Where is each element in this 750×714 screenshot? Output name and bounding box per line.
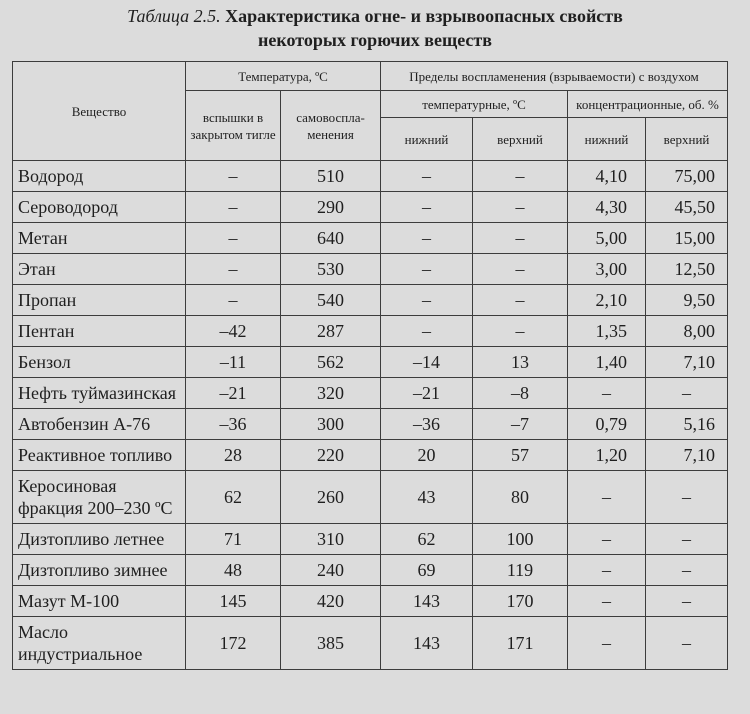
cell-lower-conc: 2,10 [568, 285, 646, 316]
cell-lower-conc: – [568, 586, 646, 617]
table-row [13, 471, 728, 524]
cell-flash: – [186, 161, 281, 192]
cell-autoignition: 385 [281, 617, 381, 670]
cell-upper-conc: 12,50 [646, 254, 728, 285]
cell-autoignition: 287 [281, 316, 381, 347]
cell-substance: Реактивное топливо [13, 440, 186, 471]
cell-flash: 62 [186, 471, 281, 524]
cell-upper-conc: 7,10 [646, 347, 728, 378]
table-row [13, 316, 728, 347]
cell-upper-conc: 45,50 [646, 192, 728, 223]
cell-autoignition: 320 [281, 378, 381, 409]
table-row [13, 192, 728, 223]
cell-autoignition: 510 [281, 161, 381, 192]
header-substance: Вещество [13, 62, 186, 161]
cell-upper-temp: – [473, 161, 568, 192]
cell-flash: 145 [186, 586, 281, 617]
cell-flash: – [186, 192, 281, 223]
cell-lower-conc: 4,10 [568, 161, 646, 192]
cell-upper-temp: –8 [473, 378, 568, 409]
cell-autoignition: 540 [281, 285, 381, 316]
cell-autoignition: 240 [281, 555, 381, 586]
cell-upper-conc: 15,00 [646, 223, 728, 254]
cell-upper-temp: –7 [473, 409, 568, 440]
table-row [13, 409, 728, 440]
header-flash: вспышки в закрытом тигле [186, 91, 281, 161]
table-row [13, 223, 728, 254]
cell-upper-temp: – [473, 285, 568, 316]
cell-autoignition: 290 [281, 192, 381, 223]
cell-upper-conc: – [646, 617, 728, 670]
cell-lower-temp: 62 [381, 524, 473, 555]
cell-autoignition: 562 [281, 347, 381, 378]
cell-upper-conc: 8,00 [646, 316, 728, 347]
cell-lower-conc: – [568, 617, 646, 670]
cell-upper-conc: – [646, 586, 728, 617]
caption-label: Таблица 2.5. [127, 6, 221, 26]
cell-lower-temp: – [381, 161, 473, 192]
cell-flash: –21 [186, 378, 281, 409]
cell-lower-conc: 4,30 [568, 192, 646, 223]
cell-upper-conc: – [646, 555, 728, 586]
cell-substance: Метан [13, 223, 186, 254]
cell-lower-conc: – [568, 524, 646, 555]
cell-upper-temp: 80 [473, 471, 568, 524]
table-row [13, 161, 728, 192]
cell-flash: 71 [186, 524, 281, 555]
cell-autoignition: 530 [281, 254, 381, 285]
cell-substance: Сероводород [13, 192, 186, 223]
cell-flash: –36 [186, 409, 281, 440]
cell-substance: Пентан [13, 316, 186, 347]
table-body [13, 161, 728, 670]
cell-flash: –11 [186, 347, 281, 378]
cell-upper-conc: – [646, 378, 728, 409]
cell-substance: Автобензин А-76 [13, 409, 186, 440]
cell-lower-conc: 5,00 [568, 223, 646, 254]
cell-upper-temp: – [473, 316, 568, 347]
cell-flash: 172 [186, 617, 281, 670]
header-lower-temp: нижний [381, 118, 473, 161]
table-row [13, 285, 728, 316]
table-row [13, 254, 728, 285]
cell-lower-temp: –21 [381, 378, 473, 409]
cell-lower-conc: – [568, 555, 646, 586]
cell-lower-temp: – [381, 223, 473, 254]
cell-substance [13, 471, 186, 524]
table-row [13, 617, 728, 670]
table-row [13, 347, 728, 378]
cell-substance: Бензол [13, 347, 186, 378]
cell-autoignition: 640 [281, 223, 381, 254]
cell-substance: Дизтопливо летнее [13, 524, 186, 555]
cell-upper-temp: 100 [473, 524, 568, 555]
cell-upper-temp: 57 [473, 440, 568, 471]
cell-upper-conc: 9,50 [646, 285, 728, 316]
header-temperature: Температура, ºС [186, 62, 381, 91]
cell-substance [13, 617, 186, 670]
header-conc-limits: концентрационные, об. % [568, 91, 728, 118]
table-row [13, 440, 728, 471]
cell-flash: 48 [186, 555, 281, 586]
cell-lower-temp: – [381, 316, 473, 347]
cell-upper-temp: 171 [473, 617, 568, 670]
cell-lower-conc: 1,20 [568, 440, 646, 471]
header-limits: Пределы воспламенения (взрываемости) с воздухом [381, 62, 728, 91]
caption-title-line-2: некоторых горючих веществ [258, 30, 492, 50]
cell-lower-temp: 143 [381, 586, 473, 617]
cell-autoignition: 260 [281, 471, 381, 524]
cell-lower-temp: 20 [381, 440, 473, 471]
cell-upper-temp: – [473, 192, 568, 223]
cell-upper-temp: 170 [473, 586, 568, 617]
cell-upper-temp: – [473, 223, 568, 254]
caption-line-1 [0, 4, 750, 28]
cell-autoignition: 220 [281, 440, 381, 471]
cell-upper-conc: 75,00 [646, 161, 728, 192]
substance-line-2: фракция 200–230 ºС [18, 498, 173, 518]
table-row [13, 586, 728, 617]
table-header [13, 62, 728, 161]
cell-lower-temp: –36 [381, 409, 473, 440]
cell-upper-conc: – [646, 471, 728, 524]
cell-flash: 28 [186, 440, 281, 471]
cell-lower-temp: – [381, 285, 473, 316]
table-row [13, 524, 728, 555]
cell-substance: Нефть туймазинская [13, 378, 186, 409]
caption-title-line-1: Характеристика огне- и взрывоопасных свойств [225, 6, 623, 26]
substance-line-1: Масло [18, 622, 68, 642]
cell-flash: –42 [186, 316, 281, 347]
cell-lower-conc: 1,40 [568, 347, 646, 378]
cell-upper-conc: – [646, 524, 728, 555]
cell-upper-conc: 5,16 [646, 409, 728, 440]
table-row [13, 378, 728, 409]
cell-substance: Мазут М-100 [13, 586, 186, 617]
substance-line-1: Керосиновая [18, 476, 117, 496]
header-temp-limits: температурные, ºС [381, 91, 568, 118]
cell-lower-temp: – [381, 192, 473, 223]
cell-upper-temp: 13 [473, 347, 568, 378]
cell-substance: Дизтопливо зимнее [13, 555, 186, 586]
cell-lower-conc: 3,00 [568, 254, 646, 285]
cell-lower-temp: – [381, 254, 473, 285]
cell-autoignition: 300 [281, 409, 381, 440]
cell-lower-temp: 43 [381, 471, 473, 524]
cell-autoignition: 310 [281, 524, 381, 555]
cell-flash: – [186, 254, 281, 285]
cell-lower-conc: 0,79 [568, 409, 646, 440]
cell-substance: Водород [13, 161, 186, 192]
table-caption [0, 4, 750, 52]
cell-lower-temp: –14 [381, 347, 473, 378]
cell-autoignition: 420 [281, 586, 381, 617]
table-row [13, 555, 728, 586]
cell-flash: – [186, 223, 281, 254]
header-upper-conc: верхний [646, 118, 728, 161]
properties-table [12, 61, 728, 670]
cell-substance: Этан [13, 254, 186, 285]
header-upper-temp: верхний [473, 118, 568, 161]
cell-flash: – [186, 285, 281, 316]
cell-upper-conc: 7,10 [646, 440, 728, 471]
cell-upper-temp: – [473, 254, 568, 285]
cell-lower-conc: 1,35 [568, 316, 646, 347]
header-lower-conc: нижний [568, 118, 646, 161]
header-autoignition: самовоспла-менения [281, 91, 381, 161]
substance-line-2: индустриальное [18, 644, 143, 664]
cell-lower-conc: – [568, 471, 646, 524]
cell-lower-temp: 143 [381, 617, 473, 670]
cell-upper-temp: 119 [473, 555, 568, 586]
cell-substance: Пропан [13, 285, 186, 316]
cell-lower-temp: 69 [381, 555, 473, 586]
cell-lower-conc: – [568, 378, 646, 409]
